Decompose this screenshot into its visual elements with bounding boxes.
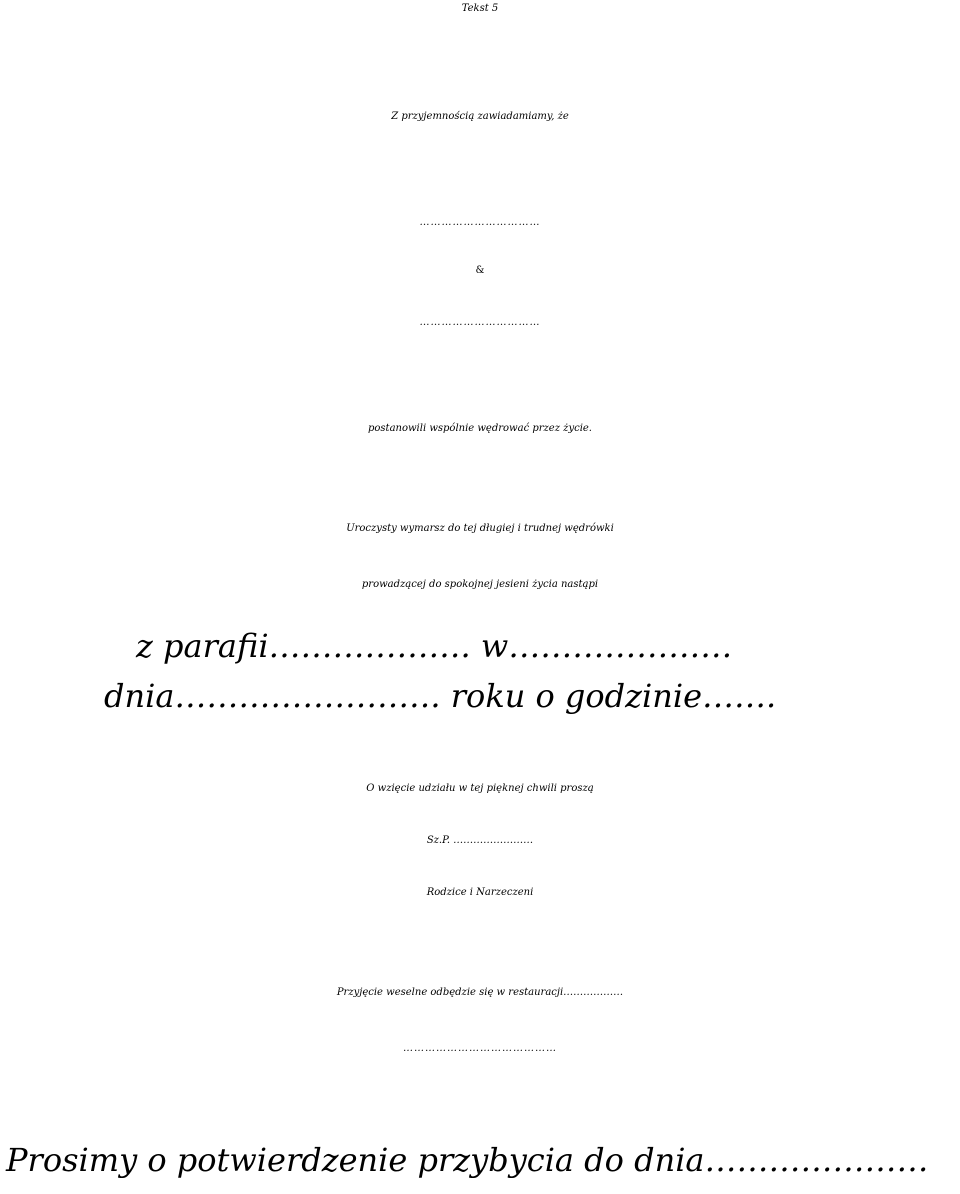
document-title: Tekst 5 [461,3,499,14]
ceremony-line-1: Uroczysty wymarsz do tej długiej i trudnej wędrówki [346,523,614,534]
reception-line: Przyjęcie weselne odbędzie się w restauracji……………… [336,987,624,998]
decided-text: postanowili wspólnie wędrować przez życie. [368,423,592,434]
ampersand: & [475,265,485,276]
invitation-line: O wzięcie udziału w tej pięknej chwili proszą [366,783,594,794]
intro-text: Z przyjemnością zawiadamiamy, że [391,111,569,122]
groom-name-blank: …………………………… [419,217,541,228]
signature-line: Rodzice i Narzeczeni [426,887,534,898]
reception-blank: …………………………………… [403,1043,557,1054]
rsvp-line: Prosimy o potwierdzenie przybycia do dnia………………… [6,1141,929,1179]
ceremony-parish-line: z parafii………………. w………………… [136,627,733,665]
addressee-line: Sz.P. …………………… [426,835,534,846]
ceremony-date-line: dnia……………………. roku o godzinie……. [104,677,777,715]
bride-name-blank: …………………………… [419,317,541,328]
ceremony-line-2: prowadzącej do spokojnej jesieni życia nastąpi [361,579,599,590]
